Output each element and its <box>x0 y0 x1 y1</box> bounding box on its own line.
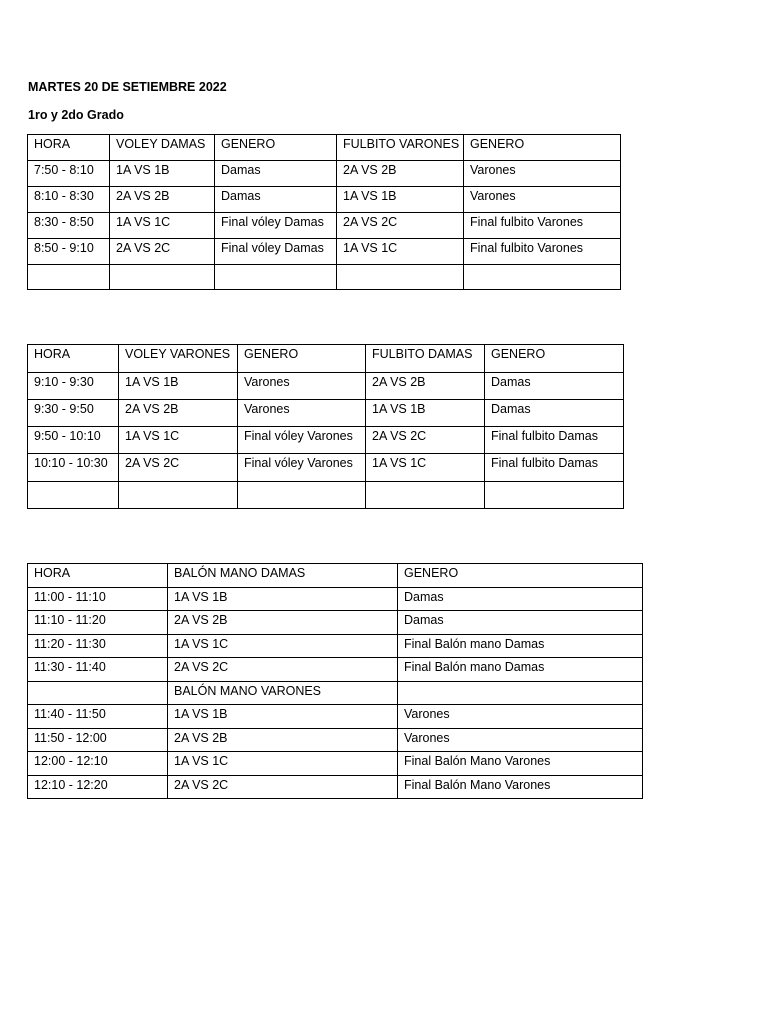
schedule-table-3 <box>27 563 643 799</box>
table-cell: 2A VS 2C <box>366 427 485 454</box>
table-cell: 1A VS 1C <box>168 635 398 658</box>
table-cell <box>215 265 337 290</box>
table-cell: 11:20 - 11:30 <box>28 635 168 658</box>
schedule-table-1 <box>27 134 621 290</box>
table-cell: Varones <box>238 400 366 427</box>
table-row <box>28 213 621 239</box>
header-cell: GENERO <box>398 564 643 588</box>
table-cell: 11:10 - 11:20 <box>28 611 168 635</box>
table-cell: Final Balón Mano Varones <box>398 752 643 776</box>
table-cell: Final vóley Varones <box>238 454 366 482</box>
table-row <box>28 776 643 799</box>
table-cell: 11:40 - 11:50 <box>28 705 168 729</box>
table-row <box>28 588 643 611</box>
table-cell: Damas <box>485 373 624 400</box>
table-cell: 2A VS 2B <box>168 611 398 635</box>
header-cell: HORA <box>28 564 168 588</box>
header-cell: GENERO <box>485 345 624 373</box>
table-cell: 8:10 - 8:30 <box>28 187 110 213</box>
date-title: MARTES 20 DE SETIEMBRE 2022 <box>28 80 227 94</box>
table-cell: 8:50 - 9:10 <box>28 239 110 265</box>
table-cell: 11:00 - 11:10 <box>28 588 168 611</box>
table-cell: 1A VS 1B <box>168 705 398 729</box>
table-cell: 2A VS 2B <box>366 373 485 400</box>
table-cell: 2A VS 2B <box>337 161 464 187</box>
table-cell: 9:10 - 9:30 <box>28 373 119 400</box>
table-row <box>28 239 621 265</box>
table-cell: 8:30 - 8:50 <box>28 213 110 239</box>
table-cell <box>485 482 624 509</box>
table-cell <box>398 682 643 705</box>
table-cell: Final fulbito Varones <box>464 239 621 265</box>
table-cell: Final vóley Varones <box>238 427 366 454</box>
header-cell: VOLEY DAMAS <box>110 135 215 161</box>
table-cell: 7:50 - 8:10 <box>28 161 110 187</box>
table-row <box>28 187 621 213</box>
table-cell: 12:10 - 12:20 <box>28 776 168 799</box>
table-cell: 9:30 - 9:50 <box>28 400 119 427</box>
table-header-row <box>28 135 621 161</box>
table-cell: Final vóley Damas <box>215 239 337 265</box>
table-row <box>28 705 643 729</box>
table-cell: 2A VS 2C <box>337 213 464 239</box>
table-cell: 1A VS 1B <box>366 400 485 427</box>
table-row <box>28 611 643 635</box>
table-cell <box>119 482 238 509</box>
table-cell: Varones <box>398 729 643 752</box>
header-cell: HORA <box>28 135 110 161</box>
table-cell <box>28 682 168 705</box>
table-cell: Final fulbito Damas <box>485 454 624 482</box>
table-row <box>28 682 643 705</box>
table-cell: Varones <box>398 705 643 729</box>
table-row <box>28 161 621 187</box>
table-cell <box>110 265 215 290</box>
table-cell: 1A VS 1B <box>110 161 215 187</box>
table-cell: Final Balón mano Damas <box>398 658 643 682</box>
table-cell: 11:50 - 12:00 <box>28 729 168 752</box>
table-cell: 1A VS 1B <box>168 588 398 611</box>
header-cell: GENERO <box>215 135 337 161</box>
table-row <box>28 373 624 400</box>
table-cell: Final Balón mano Damas <box>398 635 643 658</box>
header-cell: HORA <box>28 345 119 373</box>
table-cell: 2A VS 2C <box>110 239 215 265</box>
table-cell: 10:10 - 10:30 <box>28 454 119 482</box>
table-cell: Final fulbito Varones <box>464 213 621 239</box>
table-cell: Final fulbito Damas <box>485 427 624 454</box>
table-cell: Damas <box>215 161 337 187</box>
table-cell: Varones <box>464 187 621 213</box>
table-cell: Final Balón Mano Varones <box>398 776 643 799</box>
table-cell: Final vóley Damas <box>215 213 337 239</box>
table-cell: 1A VS 1C <box>366 454 485 482</box>
table-cell: 2A VS 2B <box>119 400 238 427</box>
table-cell: Damas <box>485 400 624 427</box>
table-cell: 1A VS 1C <box>168 752 398 776</box>
table-cell <box>28 265 110 290</box>
table-cell: Damas <box>398 588 643 611</box>
table-cell: 12:00 - 12:10 <box>28 752 168 776</box>
table-row <box>28 752 643 776</box>
table-cell: 2A VS 2B <box>110 187 215 213</box>
header-cell: GENERO <box>464 135 621 161</box>
table-cell <box>28 482 119 509</box>
table-row <box>28 454 624 482</box>
table-cell <box>238 482 366 509</box>
table-cell: 11:30 - 11:40 <box>28 658 168 682</box>
table-cell: 9:50 - 10:10 <box>28 427 119 454</box>
table-cell: 1A VS 1C <box>110 213 215 239</box>
table-cell: Damas <box>398 611 643 635</box>
table-row <box>28 658 643 682</box>
header-cell: FULBITO VARONES <box>337 135 464 161</box>
header-cell: FULBITO DAMAS <box>366 345 485 373</box>
table-cell: 2A VS 2C <box>119 454 238 482</box>
table-cell: 1A VS 1C <box>119 427 238 454</box>
table-row <box>28 400 624 427</box>
header-cell: VOLEY VARONES <box>119 345 238 373</box>
table-row <box>28 729 643 752</box>
table-cell: 2A VS 2B <box>168 729 398 752</box>
table-cell: 1A VS 1C <box>337 239 464 265</box>
table-header-row <box>28 564 643 588</box>
table-cell <box>464 265 621 290</box>
table-cell <box>337 265 464 290</box>
table-row <box>28 265 621 290</box>
table-cell: 2A VS 2C <box>168 658 398 682</box>
grade-title: 1ro y 2do Grado <box>28 108 124 122</box>
table-row <box>28 427 624 454</box>
table-row <box>28 482 624 509</box>
table-cell: 1A VS 1B <box>337 187 464 213</box>
table-row <box>28 635 643 658</box>
table-cell: Damas <box>215 187 337 213</box>
header-cell: BALÓN MANO DAMAS <box>168 564 398 588</box>
schedule-table-2 <box>27 344 624 509</box>
table-cell: Varones <box>464 161 621 187</box>
table-cell: 1A VS 1B <box>119 373 238 400</box>
table-header-row <box>28 345 624 373</box>
table-cell: 2A VS 2C <box>168 776 398 799</box>
table-cell: BALÓN MANO VARONES <box>168 682 398 705</box>
table-cell <box>366 482 485 509</box>
header-cell: GENERO <box>238 345 366 373</box>
table-cell: Varones <box>238 373 366 400</box>
